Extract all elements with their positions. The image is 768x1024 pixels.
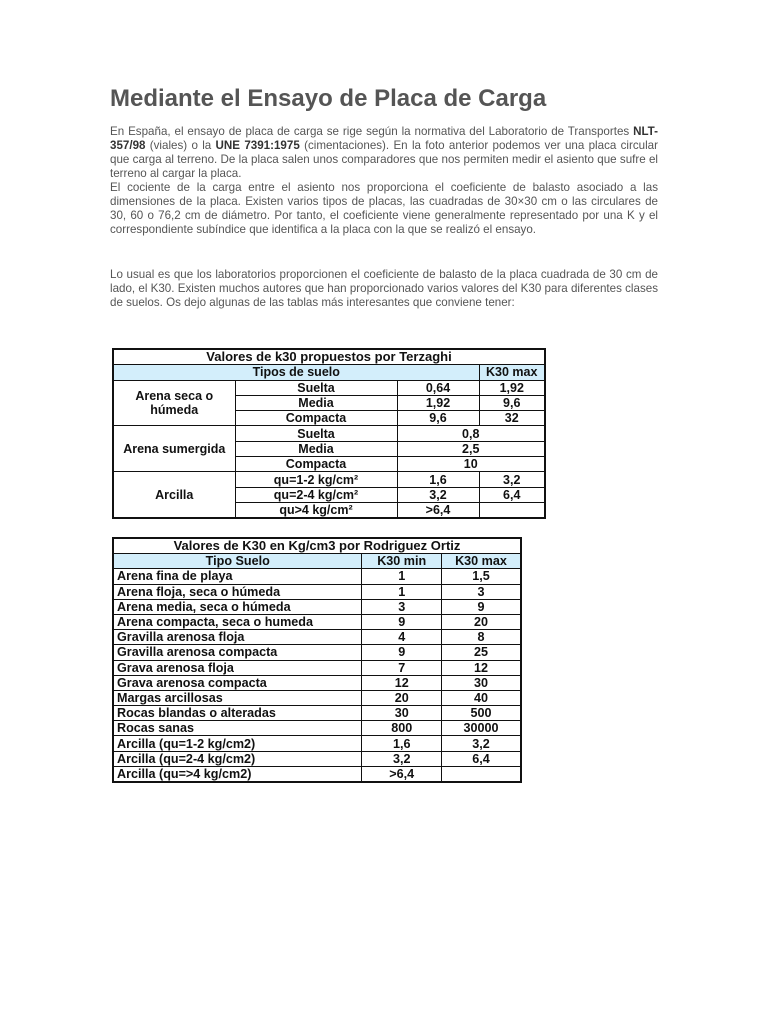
intro-text-a: En España, el ensayo de placa de carga se rige según la normativa del Laboratorio de Transportes: [110, 125, 634, 138]
table-cell: Gravilla arenosa compacta: [113, 645, 362, 660]
group-arcilla: Arcilla: [113, 472, 235, 518]
table-cell: 3: [362, 599, 441, 614]
table-cell: Arena floja, seca o húmeda: [113, 584, 362, 599]
table-cell: 800: [362, 721, 441, 736]
table-cell: 6,4: [479, 487, 545, 502]
group-arena-sumergida: Arena sumergida: [113, 426, 235, 472]
k30-paragraph: Lo usual es que los laboratorios proporcionen el coeficiente de balasto de la placa cuadrada de 30 cm de lado, el K30. Existen muchos autores que han proporcionado varios valores del K30 para diferentes clases de suelos. Os dejo algunas de las tablas más interesantes que conviene tener:: [110, 268, 658, 309]
table-cell: 12: [362, 675, 441, 690]
table-cell: 3,2: [441, 736, 521, 751]
table-cell: 20: [362, 690, 441, 705]
table-cell: 30: [362, 706, 441, 721]
table-row: [113, 584, 521, 599]
table-cell: Arena compacta, seca o humeda: [113, 614, 362, 629]
table-cell: Suelta: [235, 426, 397, 441]
table-row: [113, 599, 521, 614]
table-cell: Arcilla (qu=2-4 kg/cm2): [113, 751, 362, 766]
header-k30-max: K30 max: [479, 365, 545, 380]
table-cell: [441, 766, 521, 782]
table-cell: 2,5: [397, 441, 545, 456]
table-cell: 9: [362, 614, 441, 629]
table-row: [113, 706, 521, 721]
table-cell: 0,64: [397, 380, 479, 395]
table-cell: 1,92: [397, 395, 479, 410]
terzaghi-title: Valores de k30 propuestos por Terzaghi: [113, 349, 545, 365]
table-row: [113, 630, 521, 645]
table-cell: 1: [362, 584, 441, 599]
table-cell: [479, 502, 545, 518]
table-cell: Arena media, seca o húmeda: [113, 599, 362, 614]
group-arena-seca-line2: húmeda: [150, 403, 199, 418]
header-tipo-suelo: Tipo Suelo: [113, 554, 362, 569]
rodriguez-ortiz-table: [112, 537, 522, 783]
table-row: [113, 675, 521, 690]
table-cell: 25: [441, 645, 521, 660]
table-cell: 0,8: [397, 426, 545, 441]
table-cell: 3,2: [479, 472, 545, 487]
table-cell: Arcilla (qu=>4 kg/cm2): [113, 766, 362, 782]
terzaghi-table: [112, 348, 546, 519]
table-cell: 3,2: [397, 487, 479, 502]
table-cell: 10: [397, 457, 545, 472]
table-cell: Margas arcillosas: [113, 690, 362, 705]
table-cell: 30000: [441, 721, 521, 736]
intro-paragraph: [110, 125, 658, 237]
table-cell: >6,4: [362, 766, 441, 782]
norm-une: UNE 7391:1975: [215, 139, 300, 152]
table-cell: Arena fina de playa: [113, 569, 362, 584]
table-cell: Media: [235, 441, 397, 456]
table-row: [113, 645, 521, 660]
rodriguez-title: Valores de K30 en Kg/cm3 por Rodriguez Ortiz: [113, 538, 521, 554]
table-cell: 12: [441, 660, 521, 675]
group-arena-seca-line1: Arena seca o: [135, 389, 214, 404]
intro-text-c: (viales) o la: [145, 139, 216, 152]
table-cell: 9: [441, 599, 521, 614]
header-k30-min: K30 min: [362, 554, 441, 569]
table-cell: Rocas sanas: [113, 721, 362, 736]
table-cell: 1,5: [441, 569, 521, 584]
table-cell: 1,6: [397, 472, 479, 487]
intro-text-d: (cimentaciones). En la foto anterior podemos ver una placa circular que carga al terreno. De la placa salen unos comparadores que nos permiten medir el asiento que sufre el terreno al cargar la placa.: [110, 139, 658, 180]
table-row: [113, 751, 521, 766]
table-cell: 1,6: [362, 736, 441, 751]
table-cell: Rocas blandas o alteradas: [113, 706, 362, 721]
table-cell: Arcilla (qu=1-2 kg/cm2): [113, 736, 362, 751]
table-cell: 500: [441, 706, 521, 721]
table-cell: qu=1-2 kg/cm²: [235, 472, 397, 487]
table-cell: 3: [441, 584, 521, 599]
header-k30-max: K30 max: [441, 554, 521, 569]
table-cell: 1: [362, 569, 441, 584]
table-cell: Grava arenosa floja: [113, 660, 362, 675]
table-cell: Media: [235, 395, 397, 410]
table-cell: 20: [441, 614, 521, 629]
table-cell: 40: [441, 690, 521, 705]
table-cell: Compacta: [235, 411, 397, 426]
header-tipos-suelo: Tipos de suelo: [113, 365, 479, 380]
table-cell: >6,4: [397, 502, 479, 518]
norm-nlt: NLT-357/98: [110, 125, 658, 152]
table-cell: Compacta: [235, 457, 397, 472]
table-row: [113, 721, 521, 736]
table-cell: 8: [441, 630, 521, 645]
table-cell: qu=2-4 kg/cm²: [235, 487, 397, 502]
table-cell: 7: [362, 660, 441, 675]
table-cell: 9,6: [479, 395, 545, 410]
table-cell: 4: [362, 630, 441, 645]
table-cell: 9,6: [397, 411, 479, 426]
table-cell: Grava arenosa compacta: [113, 675, 362, 690]
table-cell: Suelta: [235, 380, 397, 395]
table-row: [113, 614, 521, 629]
table-cell: 6,4: [441, 751, 521, 766]
rodriguez-rows: [113, 569, 521, 782]
table-cell: 3,2: [362, 751, 441, 766]
table-row: [113, 766, 521, 782]
intro-text-e: El cociente de la carga entre el asiento nos proporciona el coeficiente de balasto asociado a las dimensiones de la placa. Existen varios tipos de placas, las cuadradas de 30×30 cm o las circulares de 30, 60 o 76,2 cm de diámetro. Por tanto, el coeficiente viene generalmente representado por una K y el correspondiente subíndice que identifica a la placa con la que se realizó el ensayo.: [110, 181, 658, 236]
table-row: [113, 736, 521, 751]
table-row: [113, 690, 521, 705]
table-cell: 9: [362, 645, 441, 660]
table-cell: 30: [441, 675, 521, 690]
table-row: [113, 660, 521, 675]
page-title: Mediante el Ensayo de Placa de Carga: [110, 85, 547, 112]
table-cell: 1,92: [479, 380, 545, 395]
table-cell: Gravilla arenosa floja: [113, 630, 362, 645]
table-cell: 32: [479, 411, 545, 426]
table-row: [113, 569, 521, 584]
table-cell: qu>4 kg/cm²: [235, 502, 397, 518]
group-arena-seca: [113, 380, 235, 426]
